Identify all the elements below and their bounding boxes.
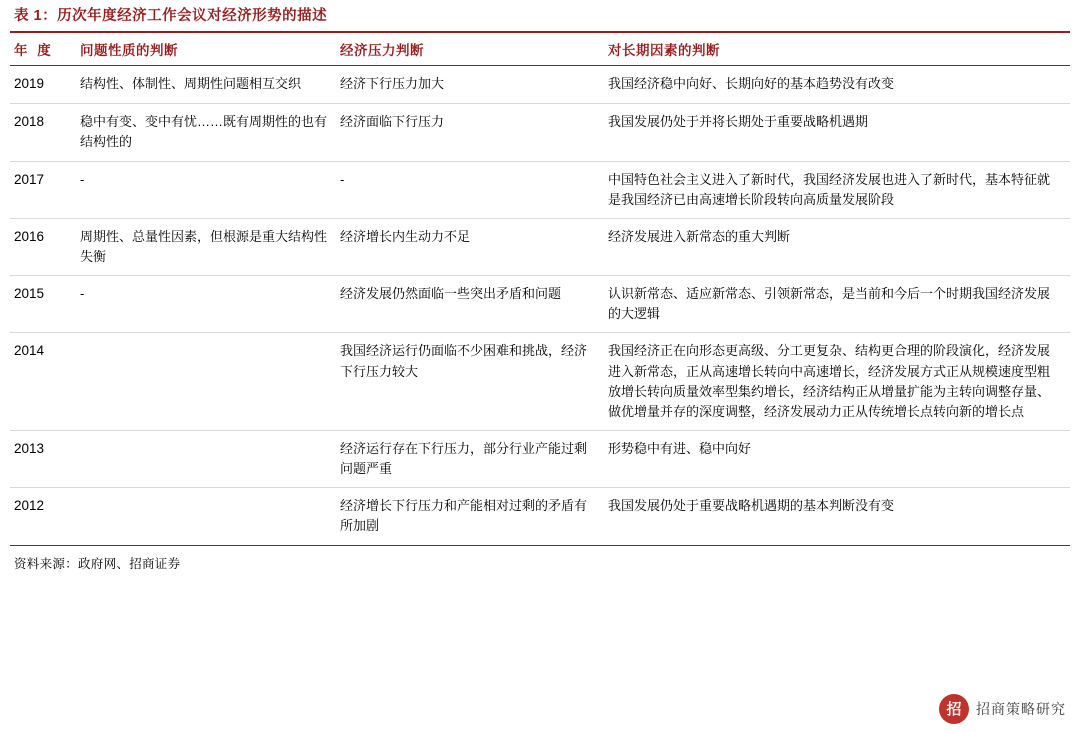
cell-longterm: 我国发展仍处于并将长期处于重要战略机遇期 [604,104,1070,161]
cell-pressure: - [336,161,604,218]
cell-longterm: 我国经济稳中向好、长期向好的基本趋势没有改变 [604,66,1070,104]
cell-year: 2015 [10,276,76,333]
cell-nature [76,431,336,488]
table-row [10,104,1070,161]
cell-pressure: 经济运行存在下行压力，部分行业产能过剩问题严重 [336,431,604,488]
table-header-row [10,33,1070,66]
cell-longterm: 我国经济正在向形态更高级、分工更复杂、结构更合理的阶段演化，经济发展进入新常态，正从高速增长转向中高速增长，经济发展方式正从规模速度型粗放增长转向质量效率型集约增长，经济结构正从增量扩能为主转向调整存量、做优增量并存的深度调整，经济发展动力正从传统增长点转向新的增长点 [604,333,1070,431]
source-note: 资料来源：政府网、招商证券 [14,556,181,571]
cell-pressure: 我国经济运行仍面临不少困难和挑战，经济下行压力较大 [336,333,604,431]
cell-longterm: 经济发展进入新常态的重大判断 [604,218,1070,275]
cell-pressure: 经济面临下行压力 [336,104,604,161]
table-row [10,276,1070,333]
cell-nature: 稳中有变、变中有忧……既有周期性的也有结构性的 [76,104,336,161]
cell-pressure: 经济发展仍然面临一些突出矛盾和问题 [336,276,604,333]
table-title-bar [10,0,1070,33]
cell-longterm: 中国特色社会主义进入了新时代，我国经济发展也进入了新时代，基本特征就是我国经济已由高速增长阶段转向高质量发展阶段 [604,161,1070,218]
watermark-label: 招商策略研究 [976,701,1066,717]
cell-longterm: 形势稳中有进、稳中向好 [604,431,1070,488]
table-row [10,431,1070,488]
cell-pressure: 经济增长下行压力和产能相对过剩的矛盾有所加剧 [336,488,604,545]
cell-pressure: 经济增长内生动力不足 [336,218,604,275]
table-row [10,218,1070,275]
cell-nature: - [76,161,336,218]
economic-work-conference-table [10,33,1070,545]
page-title: 表 1：历次年度经济工作会议对经济形势的描述 [14,8,328,24]
table-row [10,161,1070,218]
table-header [10,33,1070,66]
cell-year: 2016 [10,218,76,275]
table-body [10,66,1070,545]
column-header-year: 年 度 [10,33,76,66]
cell-nature: 周期性、总量性因素，但根源是重大结构性失衡 [76,218,336,275]
cell-longterm: 我国发展仍处于重要战略机遇期的基本判断没有变 [604,488,1070,545]
table-row [10,66,1070,104]
cell-year: 2013 [10,431,76,488]
cell-nature [76,333,336,431]
cell-year: 2019 [10,66,76,104]
cell-nature: - [76,276,336,333]
cell-nature: 结构性、体制性、周期性问题相互交织 [76,66,336,104]
cell-longterm: 认识新常态、适应新常态、引领新常态，是当前和今后一个时期我国经济发展的大逻辑 [604,276,1070,333]
cell-year: 2017 [10,161,76,218]
table-row [10,333,1070,431]
column-header-pressure: 经济压力判断 [336,33,604,66]
column-header-longterm: 对长期因素的判断 [604,33,1070,66]
cell-year: 2018 [10,104,76,161]
watermark [939,694,1066,724]
cell-nature [76,488,336,545]
cell-year: 2012 [10,488,76,545]
table-row [10,488,1070,545]
cell-year: 2014 [10,333,76,431]
cell-pressure: 经济下行压力加大 [336,66,604,104]
brand-logo-icon: 招 [939,694,969,724]
column-header-nature: 问题性质的判断 [76,33,336,66]
